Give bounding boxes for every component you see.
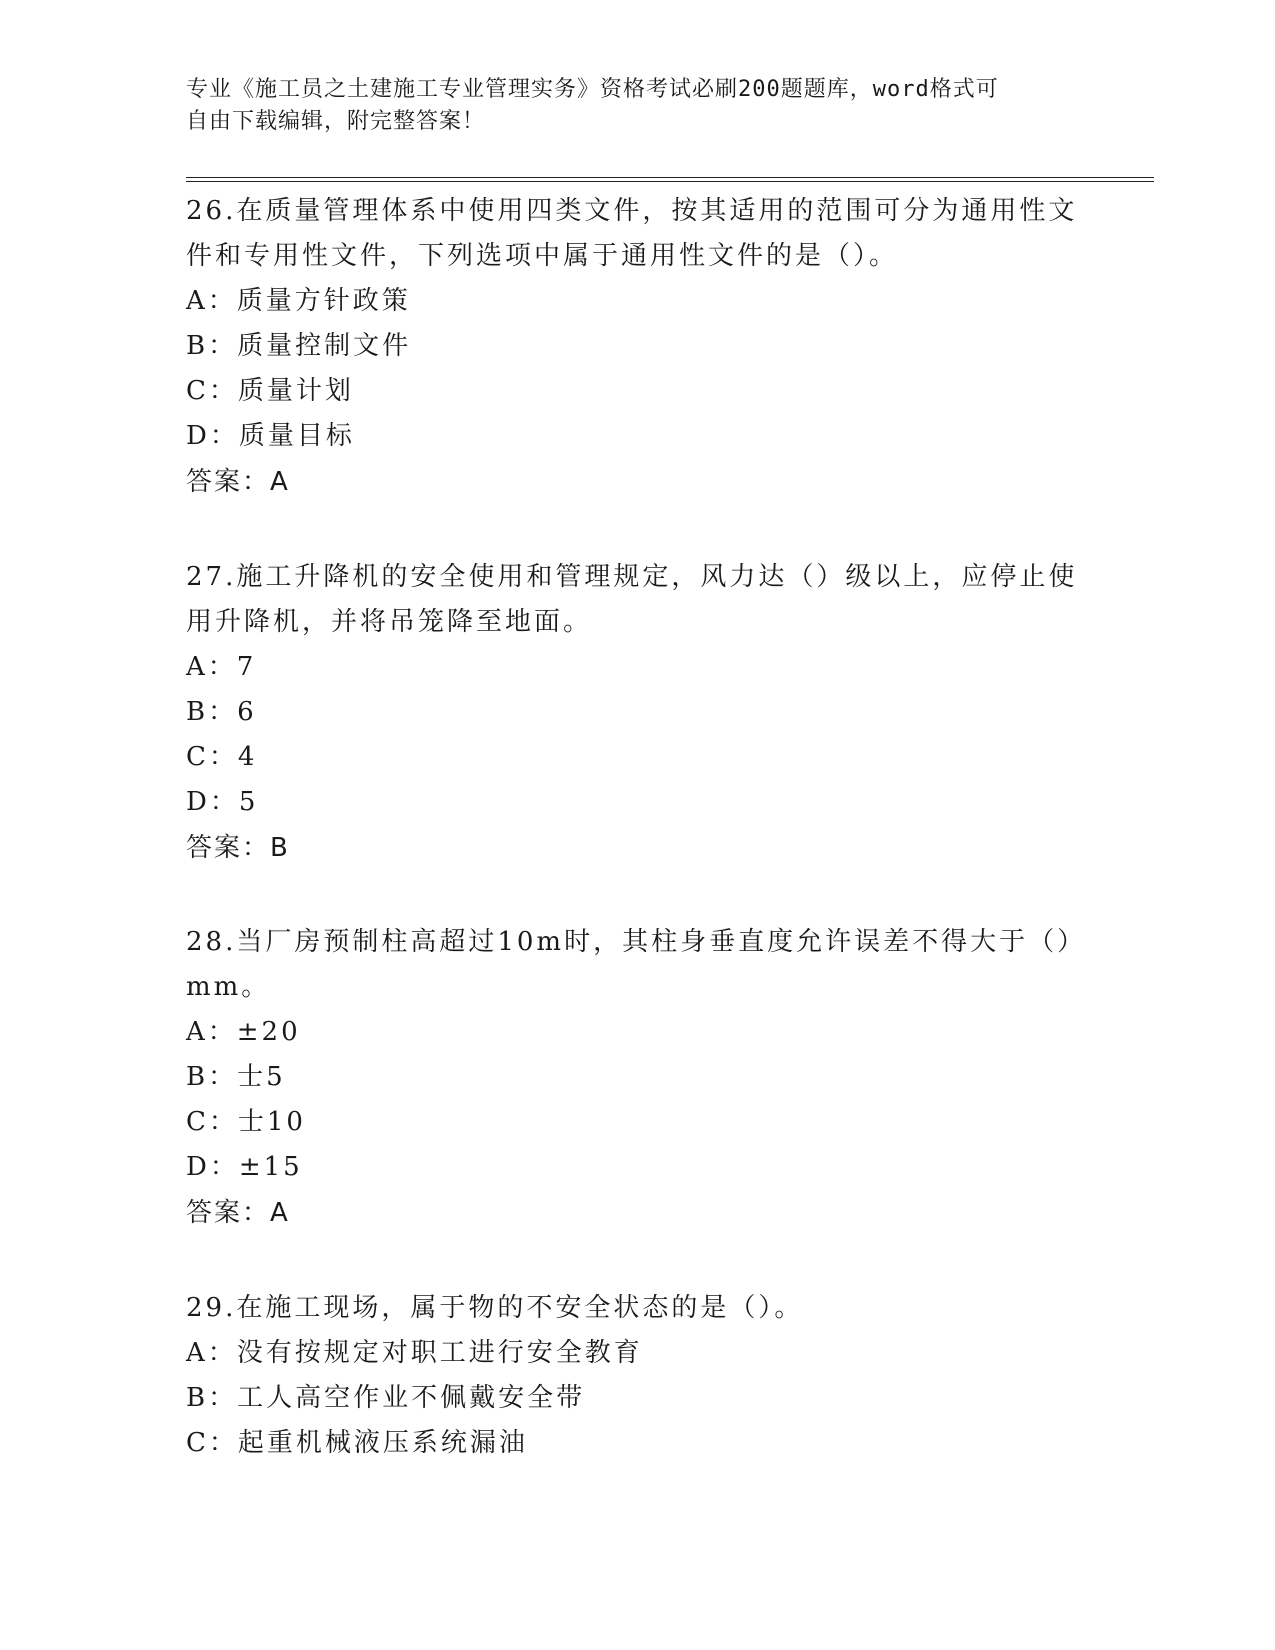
answer-value: A — [270, 1198, 289, 1228]
document-header — [186, 74, 1086, 138]
question-text — [186, 555, 1086, 645]
option-b: B：士5 — [186, 1062, 286, 1092]
option-b: B：工人高空作业不佩戴安全带 — [186, 1383, 586, 1413]
option-c: C：4 — [186, 742, 258, 772]
answer-label: 答案： — [186, 467, 271, 497]
option-d: D：质量目标 — [186, 421, 355, 451]
question-text — [186, 920, 1086, 1010]
option-c: C：士10 — [186, 1107, 306, 1137]
answer-value: B — [270, 833, 289, 863]
option-a: A：7 — [186, 652, 257, 682]
answer-line — [186, 1190, 1086, 1236]
option-a: A：±20 — [186, 1017, 301, 1047]
option-b: B：6 — [186, 697, 257, 727]
option-c: C：起重机械液压系统漏油 — [186, 1428, 528, 1458]
option-a: A：没有按规定对职工进行安全教育 — [186, 1338, 643, 1368]
question-line: 26.在质量管理体系中使用四类文件，按其适用的范围可分为通用性文 — [186, 196, 1078, 226]
option-a: A：质量方针政策 — [186, 286, 411, 316]
answer-line — [186, 459, 1086, 505]
question-line: 27.施工升降机的安全使用和管理规定，风力达（）级以上，应停止使 — [186, 562, 1078, 592]
answer-label: 答案： — [186, 1198, 271, 1228]
header-divider — [186, 177, 1154, 182]
header-line-2: 自由下载编辑，附完整答案！ — [186, 109, 486, 134]
question-text — [186, 1286, 1086, 1331]
option-b: B：质量控制文件 — [186, 331, 412, 361]
option-d: D：5 — [186, 787, 259, 817]
header-line-1: 专业《施工员之土建施工专业管理实务》资格考试必刷200题题库，word格式可 — [186, 77, 999, 102]
question-26 — [186, 189, 1086, 505]
question-line: mm。 — [186, 972, 271, 1002]
answer-line — [186, 825, 1086, 871]
question-28 — [186, 920, 1086, 1236]
question-27 — [186, 555, 1086, 871]
answer-label: 答案： — [186, 833, 271, 863]
question-line: 用升降机，并将吊笼降至地面。 — [186, 607, 593, 637]
question-line: 28.当厂房预制柱高超过10m时，其柱身垂直度允许误差不得大于（） — [186, 927, 1087, 957]
question-29 — [186, 1286, 1086, 1466]
option-c: C：质量计划 — [186, 376, 354, 406]
answer-value: A — [270, 467, 289, 497]
question-line: 29.在施工现场，属于物的不安全状态的是（）。 — [186, 1293, 804, 1323]
option-d: D：±15 — [186, 1152, 303, 1182]
question-text — [186, 189, 1086, 279]
question-line: 件和专用性文件，下列选项中属于通用性文件的是（）。 — [186, 241, 899, 271]
